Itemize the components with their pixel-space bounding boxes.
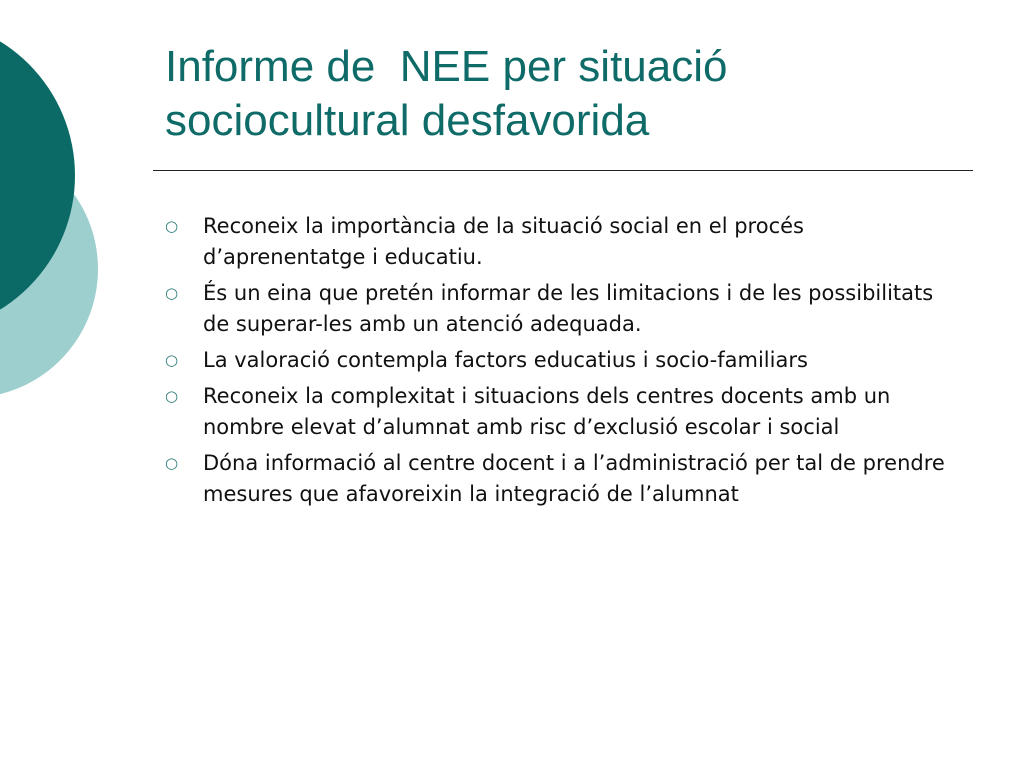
bullet-text: Dóna informació al centre docent i a l’administració per tal de prendre mesures que afavoreixin la integració de l’alumnat bbox=[203, 451, 945, 506]
bullet-text: És un eina que pretén informar de les limitacions i de les possibilitats de superar-les amb un atenció adequada. bbox=[203, 281, 934, 336]
bullet-item bbox=[165, 211, 965, 273]
bullet-item bbox=[165, 381, 965, 443]
hollow-circle-bullet-icon: ○ bbox=[165, 387, 179, 405]
bullet-text: Reconeix la complexitat i situacions dels centres docents amb un nombre elevat d’alumnat amb risc d’exclusió escolar i social bbox=[203, 384, 891, 439]
title-divider bbox=[153, 170, 973, 171]
bullet-text: La valoració contempla factors educatius i socio-familiars bbox=[203, 348, 808, 372]
hollow-circle-bullet-icon: ○ bbox=[165, 284, 179, 302]
hollow-circle-bullet-icon: ○ bbox=[165, 217, 179, 235]
bullet-list bbox=[165, 211, 965, 515]
slide-title: Informe de NEE per situació sociocultural desfavorida bbox=[165, 42, 728, 145]
hollow-circle-bullet-icon: ○ bbox=[165, 454, 179, 472]
hollow-circle-bullet-icon: ○ bbox=[165, 351, 179, 369]
bullet-item bbox=[165, 345, 965, 376]
bullet-item bbox=[165, 448, 965, 510]
bullet-text: Reconeix la importància de la situació social en el procés d’aprenentatge i educatiu. bbox=[203, 214, 804, 269]
bullet-item bbox=[165, 278, 965, 340]
